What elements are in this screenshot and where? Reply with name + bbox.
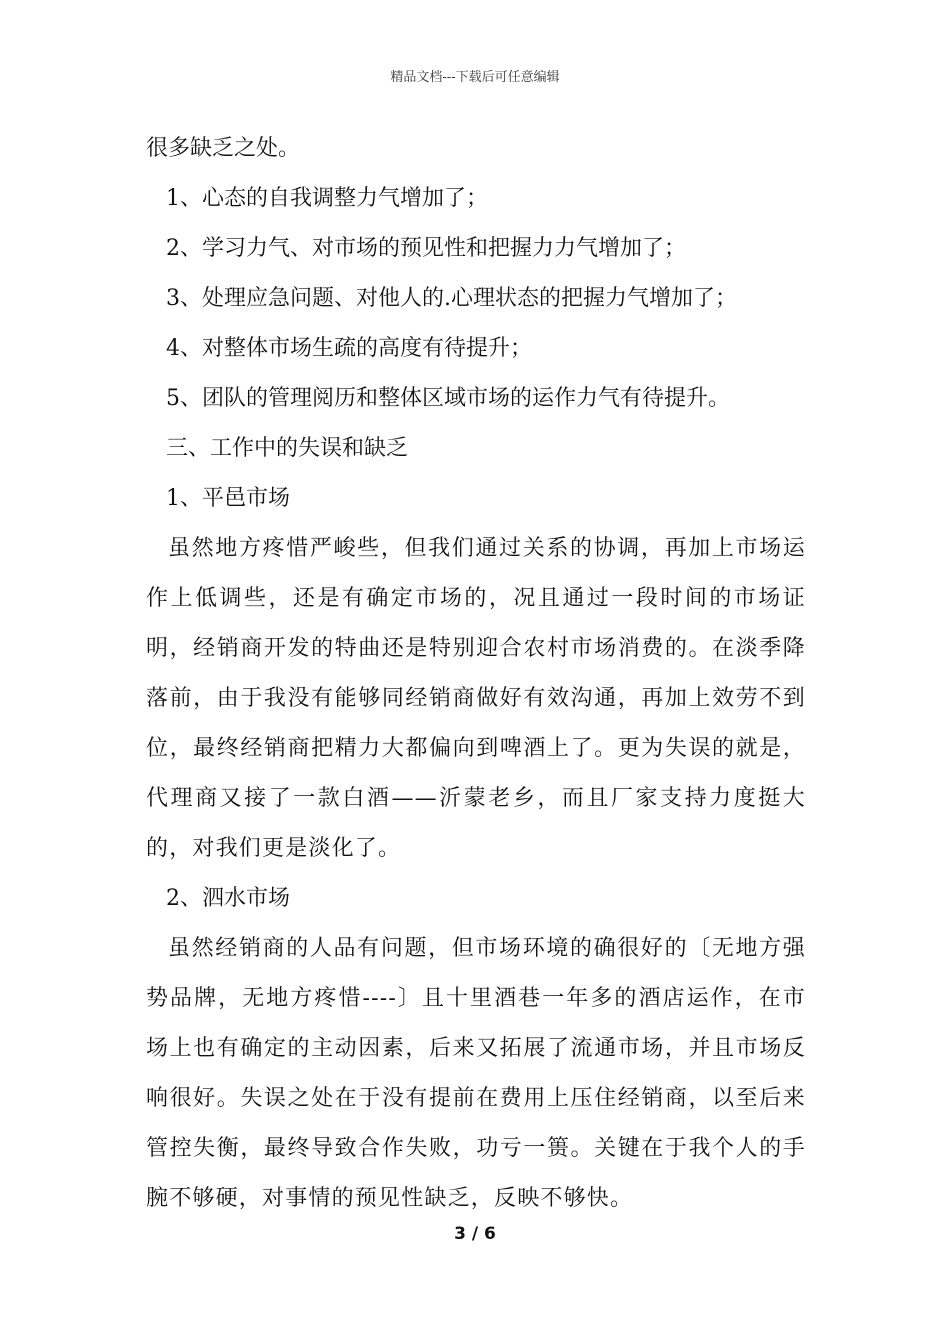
page-header: 精品文档---下载后可任意编辑 xyxy=(390,70,560,85)
subheading-sishui: 2、泗水市场 xyxy=(166,886,290,911)
list-item-2: 2、学习力气、对市场的预见性和把握力力气增加了； xyxy=(166,236,686,261)
section-heading: 三、工作中的失误和缺乏 xyxy=(166,436,409,461)
paragraph-sishui: 虽然经销商的人品有问题，但市场环境的确很好的〔无地方强势品牌，无地方疼惜----〕且十里酒巷一年多的酒店运作，在市场上也有确定的主动因素，后来又拓展了流通市场，并且市场反响很好。失误之处在于没有提前在费用上压住经销商，以至后来管控失衡，最终导致合作失败，功亏一篑。关键在于我个人的手腕不够硬，对事情的预见性缺乏，反映不够快。 xyxy=(146,936,806,1211)
page-number: 3 / 6 xyxy=(454,1224,496,1244)
list-item-3: 3、处理应急问题、对他人的.心理状态的把握力气增加了； xyxy=(166,286,737,311)
text-line: 很多缺乏之处。 xyxy=(146,136,301,161)
subheading-pingyi: 1、平邑市场 xyxy=(166,486,290,511)
list-item-5: 5、团队的管理阅历和整体区域市场的运作力气有待提升。 xyxy=(166,386,730,411)
paragraph-pingyi: 虽然地方疼惜严峻些，但我们通过关系的协调，再加上市场运作上低调些，还是有确定市场的，况且通过一段时间的市场证明，经销商开发的特曲还是特别迎合农村市场消费的。在淡季降落前，由于我没有能够同经销商做好有效沟通，再加上效劳不到位，最终经销商把精力大都偏向到啤酒上了。更为失误的就是，代理商又接了一款白酒——沂蒙老乡，而且厂家支持力度挺大的，对我们更是淡化了。 xyxy=(146,536,806,861)
list-item-1: 1、心态的自我调整力气增加了； xyxy=(166,186,488,211)
list-item-4: 4、对整体市场生疏的高度有待提升； xyxy=(166,336,532,361)
document-body xyxy=(146,124,806,1224)
